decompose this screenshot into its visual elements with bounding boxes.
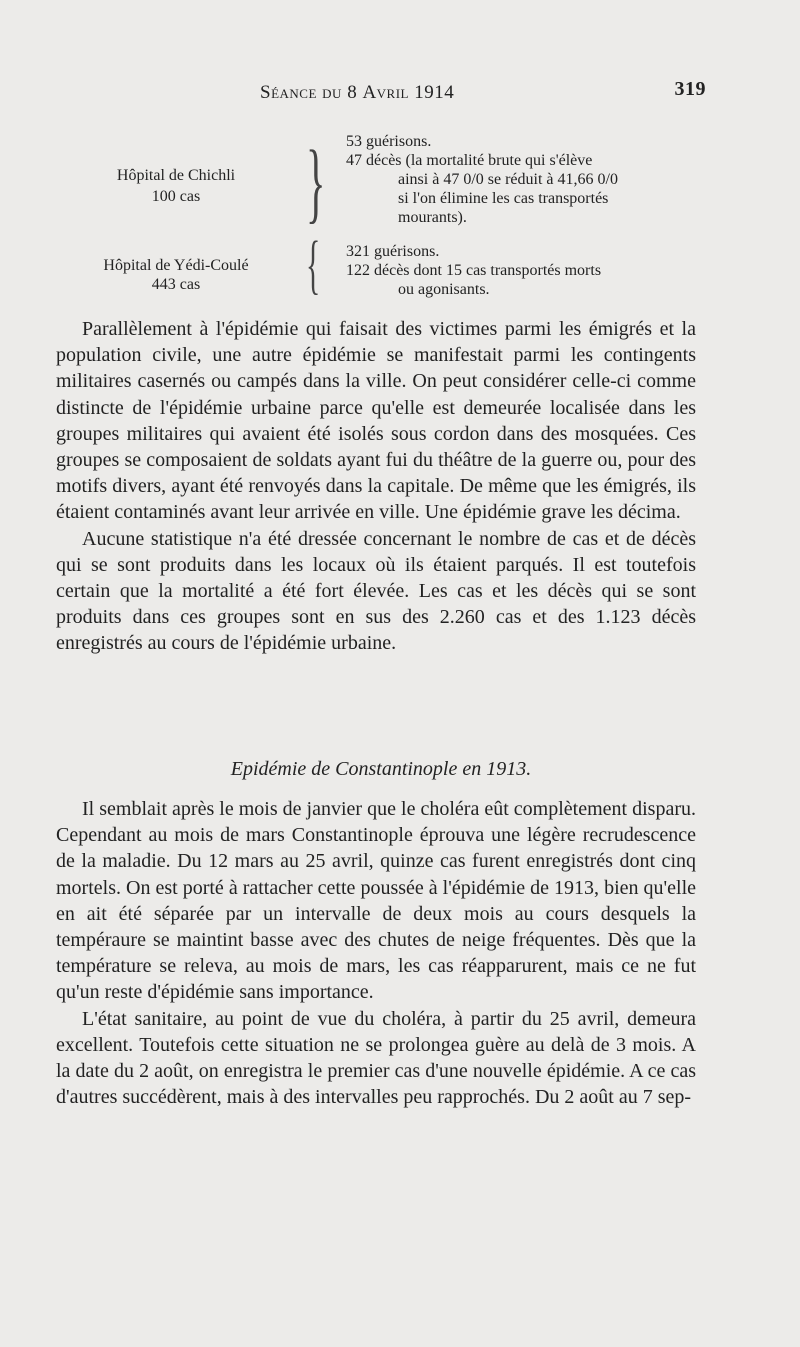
- hospital-results: [346, 242, 601, 299]
- result-line: 122 décès dont 15 cas transportés morts: [346, 262, 602, 279]
- brace-icon: }: [306, 133, 326, 232]
- body-text-lower: [56, 796, 696, 1110]
- section-heading: Epidémie de Constantinople en 1913.: [230, 758, 532, 780]
- body-text-upper: [56, 316, 696, 657]
- result-line: 321 guérisons.: [346, 243, 440, 260]
- title-word: 1914: [414, 82, 455, 103]
- brace-icon: {: [306, 228, 321, 301]
- title-word: Séance: [260, 82, 317, 103]
- hospital-yedi-coule-entry: [56, 228, 706, 302]
- hospital-cases: 443 cas: [151, 276, 201, 293]
- title-word: du: [322, 82, 342, 103]
- result-line: ou agonisants.: [398, 281, 490, 298]
- hospital-name: Hôpital de Yédi-Coulé: [103, 257, 249, 274]
- title-word: Avril: [362, 82, 409, 103]
- title-word: 8: [347, 82, 358, 103]
- hospital-results: [346, 132, 618, 227]
- hospital-name: Hôpital de Chichli: [116, 167, 236, 184]
- result-line: mourants).: [398, 209, 467, 226]
- running-title: [260, 82, 454, 104]
- result-line: 53 guérisons.: [346, 133, 432, 150]
- hospital-chichli-entry: [56, 132, 706, 232]
- paragraph: Parallèlement à l'épidémie qui faisait des victimes parmi les émigrés et la population civile, une autre épidémie se manifestait parmi les contingents militaires casernés ou campés dans la ville. On peut considérer celle-ci comme distincte de l'épidémie urbaine parce qu'elle est demeurée localisée dans les groupes militaires qui avaient été isolés sous cordon dans des mosquées. Ces groupes se composaient de soldats ayant fui du théâtre de la guerre ou, pour des motifs divers, ayant été renvoyés dans la capitale. De même que les émigrés, ils étaient contaminés avant leur arrivée en ville. Une épidémie grave les décima.: [56, 318, 696, 524]
- result-line: si l'on élimine les cas transportés: [398, 190, 609, 207]
- paragraph: Il semblait après le mois de janvier que le choléra eût complètement disparu. Cependant au mois de mars Constantinople éprouva une légère recrudescence de la maladie. Du 12 mars au 25 avril, quinze cas furent enregistrés dont cinq mortels. On est porté à rattacher cette poussée à l'épidémie de 1913, bien qu'elle en ait été séparée par un intervalle de deux mois au cours desquels la tempéraure se maintint basse avec des chutes de neige fréquentes. Dès que la température se releva, au mois de mars, les cas réapparurent, mais ce ne fut qu'un reste d'épidémie sans importance.: [56, 798, 696, 1004]
- result-line: 47 décès (la mortalité brute qui s'élève: [346, 152, 593, 169]
- hospital-cases: 100 cas: [151, 188, 201, 205]
- paragraph: L'état sanitaire, au point de vue du choléra, à partir du 25 avril, demeura excellent. Toutefois cette situation ne se prolongea guère au delà de 3 mois. A la date du 2 août, on enregistra le premier cas d'une nouvelle épidémie. A ce cas d'autres succédèrent, mais à des intervalles peu rapprochés. Du 2 août au 7 sep-: [56, 1007, 696, 1109]
- paragraph: Aucune statistique n'a été dressée concernant le nombre de cas et de décès qui se sont produits dans les locaux où ils étaient parqués. Il est toutefois certain que la mortalité a été fort élevée. Les cas et les décès qui se sont produits dans ces groupes sont en sus des 2.260 cas et des 1.123 décès enregistrés au cours de l'épidémie urbaine.: [56, 527, 696, 655]
- result-line: ainsi à 47 0/0 se réduit à 41,66 0/0: [398, 171, 618, 188]
- running-header: [56, 78, 706, 108]
- page-number: 319: [674, 78, 706, 100]
